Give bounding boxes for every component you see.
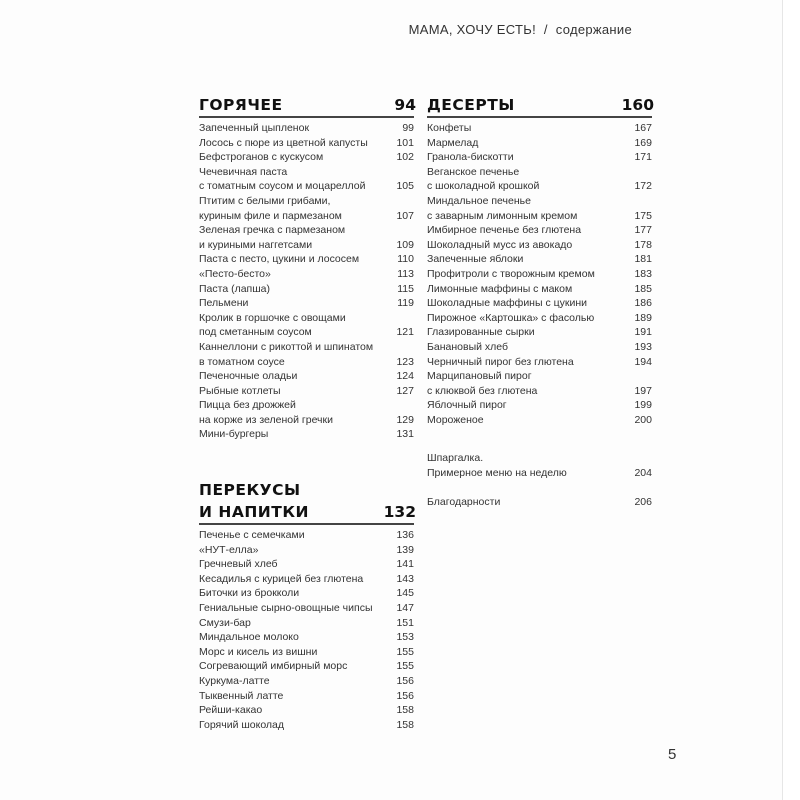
toc-entry-page: 129 — [396, 413, 414, 426]
toc-entry-page: 156 — [396, 689, 414, 702]
toc-entry-page: 175 — [634, 209, 652, 222]
toc-entry-title — [427, 136, 652, 151]
toc-entry-page: 141 — [396, 558, 414, 571]
toc-entry — [199, 150, 414, 165]
toc-entry-title — [199, 616, 414, 631]
toc-entry — [427, 136, 652, 151]
toc-entry-line: Бефстроганов с кускусом — [199, 151, 324, 164]
section-header-hot — [199, 94, 414, 118]
toc-entry-page: 193 — [634, 340, 652, 353]
toc-entry — [427, 325, 652, 340]
toc-entry-page: 99 — [402, 122, 414, 134]
toc-entry-page: 121 — [396, 326, 414, 339]
toc-entry-page: 131 — [396, 428, 414, 441]
toc-entry-page: 197 — [634, 384, 652, 397]
toc-entry-page: 191 — [634, 326, 652, 339]
toc-entry-title — [199, 194, 414, 223]
toc-entry-line: Пицца без дрожжей — [199, 399, 296, 412]
toc-entry-line: Пирожное «Картошка» с фасолью — [427, 311, 595, 324]
toc-entry — [199, 369, 414, 384]
section-title-snacks-line1: ПЕРЕКУСЫ — [199, 481, 301, 500]
toc-entry — [427, 194, 652, 223]
section-title-snacks — [199, 479, 309, 523]
toc-entry-line: Куркума-латте — [199, 675, 270, 687]
toc-entry-page: 136 — [396, 529, 414, 542]
toc-entry-line: Рейши-какао — [199, 704, 263, 717]
toc-entry-page: 109 — [396, 238, 414, 251]
toc-entry-page: 124 — [396, 370, 414, 383]
toc-entry-page: 147 — [396, 602, 414, 615]
toc-entry-page: 167 — [634, 122, 652, 134]
toc-entry-title — [199, 398, 414, 427]
toc-entry-line: Биточки из брокколи — [199, 587, 300, 600]
toc-entry-line: Банановый хлеб — [427, 340, 509, 353]
toc-entry-line: Мороженое — [427, 413, 484, 426]
toc-entry-page: 115 — [397, 282, 414, 295]
toc-entry-line: Гречневый хлеб — [199, 558, 278, 571]
toc-entry-line: Глазированные сырки — [427, 326, 535, 339]
toc-entry-title — [199, 543, 414, 558]
toc-entry-title — [199, 630, 414, 645]
toc-entry — [427, 398, 652, 413]
toc-entry-page: 206 — [634, 495, 652, 508]
toc-entry-line: Запеченный цыпленок — [199, 122, 310, 134]
section-title-desserts: ДЕСЕРТЫ — [427, 96, 515, 114]
toc-entry-page: 107 — [396, 209, 414, 222]
toc-entry-line: с шоколадной крошкой — [427, 180, 540, 193]
page-edge — [782, 0, 800, 800]
toc-entry-line: Кролик в горшочке с овощами — [199, 311, 346, 324]
toc-entry-line: Яблочный пирог — [427, 399, 507, 412]
toc-entry-line: и куриными наггетсами — [199, 238, 313, 251]
toc-entry-title — [199, 384, 414, 399]
toc-entry — [427, 413, 652, 428]
toc-entry-title — [427, 150, 652, 165]
toc-entry-page: 158 — [396, 704, 414, 717]
toc-entry — [199, 645, 414, 660]
toc-entry — [427, 238, 652, 253]
toc-entry-page: 155 — [396, 645, 414, 658]
toc-entry-line: Горячий шоколад — [199, 718, 285, 731]
toc-entry-title — [199, 689, 414, 704]
toc-entry — [199, 427, 414, 442]
section-page-hot: 94 — [394, 96, 416, 114]
toc-entry-page: 155 — [396, 660, 414, 673]
toc-entry-line: Шоколадные маффины с цукини — [427, 297, 587, 310]
toc-entry-page: 156 — [396, 675, 414, 687]
toc-entry-line: Согревающий имбирный морс — [199, 660, 348, 673]
toc-list-snacks — [199, 528, 414, 732]
toc-entry-line: Рыбные котлеты — [199, 384, 281, 397]
toc-entry-line: с заварным лимонным кремом — [427, 209, 578, 222]
toc-entry — [427, 369, 652, 398]
toc-entry-page: 185 — [634, 282, 652, 295]
toc-entry-title — [199, 703, 414, 718]
toc-entry-page: 139 — [396, 543, 414, 556]
toc-column-right — [427, 94, 652, 509]
running-header — [409, 22, 632, 37]
toc-entry-line: куриным филе и пармезаном — [199, 209, 342, 222]
toc-entry-title — [199, 572, 414, 587]
toc-entry-page: 123 — [396, 355, 414, 368]
toc-entry — [199, 165, 414, 194]
toc-entry-line: Гениальные сырно-овощные чипсы — [199, 602, 373, 615]
toc-entry-page: 177 — [634, 224, 652, 237]
toc-entry-line: Лосось с пюре из цветной капусты — [199, 136, 368, 149]
toc-entry — [199, 528, 414, 543]
toc-entry — [199, 296, 414, 311]
toc-entry — [199, 572, 414, 587]
toc-entry-page: 151 — [396, 616, 414, 629]
toc-entry-line: Смузи-бар — [199, 616, 251, 629]
toc-entry — [427, 252, 652, 267]
toc-entry-line: Зеленая гречка с пармезаном — [199, 224, 346, 237]
toc-entry — [199, 398, 414, 427]
toc-entry — [199, 543, 414, 558]
header-separator: / — [543, 22, 548, 37]
page-number: 5 — [668, 746, 677, 763]
toc-entry-title — [427, 121, 652, 136]
toc-entry-line: Морс и кисель из вишни — [199, 645, 318, 658]
toc-entry-line: Каннеллони с рикоттой и шпинатом — [199, 340, 374, 353]
toc-entry-title — [427, 495, 652, 510]
toc-entry-line: Паста (лапша) — [199, 282, 270, 295]
toc-entry — [427, 267, 652, 282]
section-title-hot: ГОРЯЧЕЕ — [199, 96, 283, 114]
toc-entry-title — [199, 586, 414, 601]
toc-entry-line: Шоколадный мусс из авокадо — [427, 238, 573, 251]
toc-entry-title — [199, 340, 414, 369]
toc-entry-title — [199, 528, 414, 543]
toc-entry-line: Благодарности — [427, 495, 501, 508]
toc-entry-title — [427, 451, 652, 480]
toc-entry-title — [199, 136, 414, 151]
toc-entry — [199, 252, 414, 267]
toc-entry — [199, 340, 414, 369]
toc-entry — [427, 495, 652, 510]
toc-list-misc — [427, 451, 652, 509]
toc-entry-title — [427, 398, 652, 413]
toc-entry-title — [427, 238, 652, 253]
toc-entry-line: Гранола-бискотти — [427, 151, 514, 164]
toc-entry — [199, 384, 414, 399]
toc-entry — [427, 311, 652, 326]
book-title: МАМА, ХОЧУ ЕСТЬ! — [408, 22, 536, 37]
toc-entry-title — [199, 718, 414, 733]
toc-entry-title — [427, 340, 652, 355]
toc-entry-title — [427, 252, 652, 267]
toc-entry-page: 186 — [634, 297, 652, 310]
toc-entry-line: Кесадилья с курицей без глютена — [199, 572, 364, 585]
toc-entry — [199, 703, 414, 718]
toc-entry — [199, 136, 414, 151]
toc-entry-page: 127 — [396, 384, 414, 397]
toc-entry — [199, 311, 414, 340]
toc-entry-line: Паста с песто, цукини и лососем — [199, 253, 360, 266]
toc-entry — [199, 194, 414, 223]
toc-entry-line: Печенье с семечками — [199, 529, 305, 542]
toc-entry-line: в томатном соусе — [199, 355, 285, 368]
toc-entry-title — [199, 427, 414, 442]
toc-entry-page: 119 — [397, 297, 414, 310]
toc-entry-page: 153 — [396, 631, 414, 644]
toc-entry-title — [427, 413, 652, 428]
toc-entry-line: Миндальное молоко — [199, 631, 299, 644]
toc-entry-line: Примерное меню на неделю — [427, 467, 567, 480]
toc-entry — [199, 718, 414, 733]
toc-list-desserts — [427, 121, 652, 427]
section-title-snacks-line2: И НАПИТКИ — [199, 503, 309, 522]
toc-entry-page: 145 — [396, 587, 414, 600]
toc-entry-line: с клюквой без глютена — [427, 384, 538, 397]
toc-entry-page: 102 — [396, 151, 414, 164]
toc-entry-line: Тыквенный латте — [199, 689, 284, 702]
section-page-snacks: 132 — [383, 503, 416, 522]
toc-entry-title — [427, 296, 652, 311]
toc-entry-line: «НУТ-елла» — [199, 543, 259, 556]
toc-entry-page: 113 — [397, 267, 414, 280]
toc-entry-title — [199, 645, 414, 660]
toc-entry — [427, 340, 652, 355]
toc-entry-line: Шпаргалка. — [427, 452, 484, 465]
toc-entry-page: 101 — [396, 136, 414, 149]
toc-entry-page: 200 — [634, 413, 652, 426]
toc-entry — [199, 630, 414, 645]
toc-entry-title — [427, 282, 652, 297]
toc-entry-line: с томатным соусом и моцареллой — [199, 180, 366, 193]
toc-entry-line: Имбирное печенье без глютена — [427, 224, 582, 237]
section-snacks — [199, 479, 414, 732]
toc-entry — [427, 121, 652, 136]
toc-entry — [427, 150, 652, 165]
toc-entry-title — [199, 282, 414, 297]
toc-entry-line: Веганское печенье — [427, 165, 520, 178]
toc-entry — [427, 223, 652, 238]
section-header-snacks — [199, 479, 414, 525]
toc-entry-page: 110 — [397, 253, 414, 266]
toc-entry-title — [199, 121, 414, 136]
toc-entry — [427, 451, 652, 480]
toc-entry-title — [427, 267, 652, 282]
toc-entry-page: 199 — [634, 399, 652, 412]
toc-list-hot — [199, 121, 414, 442]
toc-entry-line: Конфеты — [427, 122, 472, 134]
toc-entry — [427, 355, 652, 370]
toc-entry-page: 194 — [634, 355, 652, 368]
toc-entry-line: Марципановый пирог — [427, 370, 532, 383]
toc-entry-line: Пельмени — [199, 297, 249, 310]
toc-entry-page: 181 — [634, 253, 652, 266]
toc-entry-title — [199, 296, 414, 311]
toc-entry — [199, 616, 414, 631]
toc-entry-title — [199, 165, 414, 194]
section-header-desserts — [427, 94, 652, 118]
toc-entry — [199, 267, 414, 282]
toc-entry-title — [427, 165, 652, 194]
toc-entry — [199, 557, 414, 572]
toc-entry-title — [199, 223, 414, 252]
toc-entry-line: Лимонные маффины с маком — [427, 282, 573, 295]
toc-entry-title — [427, 325, 652, 340]
toc-entry-title — [199, 252, 414, 267]
toc-entry-title — [199, 267, 414, 282]
toc-entry — [199, 601, 414, 616]
toc-entry-page: 105 — [396, 180, 414, 193]
toc-entry-title — [199, 659, 414, 674]
toc-entry — [199, 121, 414, 136]
toc-entry — [199, 659, 414, 674]
toc-entry-page: 189 — [634, 311, 652, 324]
toc-entry-page: 158 — [396, 718, 414, 731]
toc-entry-line: Чечевичная паста — [199, 165, 288, 178]
toc-entry-title — [427, 311, 652, 326]
toc-entry — [199, 282, 414, 297]
toc-entry-title — [199, 674, 414, 689]
toc-entry-page: 204 — [634, 467, 652, 480]
toc-entry-line: Птитим с белыми грибами, — [199, 194, 331, 207]
toc-entry-title — [199, 369, 414, 384]
toc-entry-line: Мини-бургеры — [199, 428, 269, 441]
toc-entry-page: 183 — [634, 267, 652, 280]
toc-entry-title — [199, 150, 414, 165]
toc-entry-line: на корже из зеленой гречки — [199, 413, 333, 426]
toc-entry — [199, 689, 414, 704]
toc-entry-page: 171 — [634, 151, 652, 164]
section-page-desserts: 160 — [621, 96, 654, 114]
toc-entry-line: Профитроли с творожным кремом — [427, 267, 595, 280]
toc-entry-line: Миндальное печенье — [427, 194, 531, 207]
toc-entry — [199, 674, 414, 689]
toc-entry-line: Печеночные оладьи — [199, 370, 298, 383]
toc-entry-page: 143 — [396, 572, 414, 585]
toc-entry-title — [427, 369, 652, 398]
header-section: содержание — [555, 22, 632, 37]
toc-entry-line: «Песто-бесто» — [199, 267, 271, 280]
toc-entry — [427, 165, 652, 194]
toc-entry — [427, 296, 652, 311]
toc-entry-line: Запеченные яблоки — [427, 253, 524, 266]
toc-entry-page: 178 — [634, 238, 652, 251]
toc-entry-title — [199, 601, 414, 616]
toc-entry-line: под сметанным соусом — [199, 326, 312, 339]
toc-column-left — [199, 94, 414, 732]
toc-entry — [199, 223, 414, 252]
toc-entry — [427, 282, 652, 297]
toc-entry-page: 172 — [634, 180, 652, 193]
toc-entry — [199, 586, 414, 601]
toc-entry-page: 169 — [634, 136, 652, 149]
toc-entry-title — [427, 194, 652, 223]
toc-entry-line: Мармелад — [427, 136, 479, 149]
toc-entry-title — [199, 557, 414, 572]
toc-entry-title — [427, 355, 652, 370]
toc-entry-title — [199, 311, 414, 340]
toc-entry-title — [427, 223, 652, 238]
toc-entry-line: Черничный пирог без глютена — [427, 355, 574, 368]
